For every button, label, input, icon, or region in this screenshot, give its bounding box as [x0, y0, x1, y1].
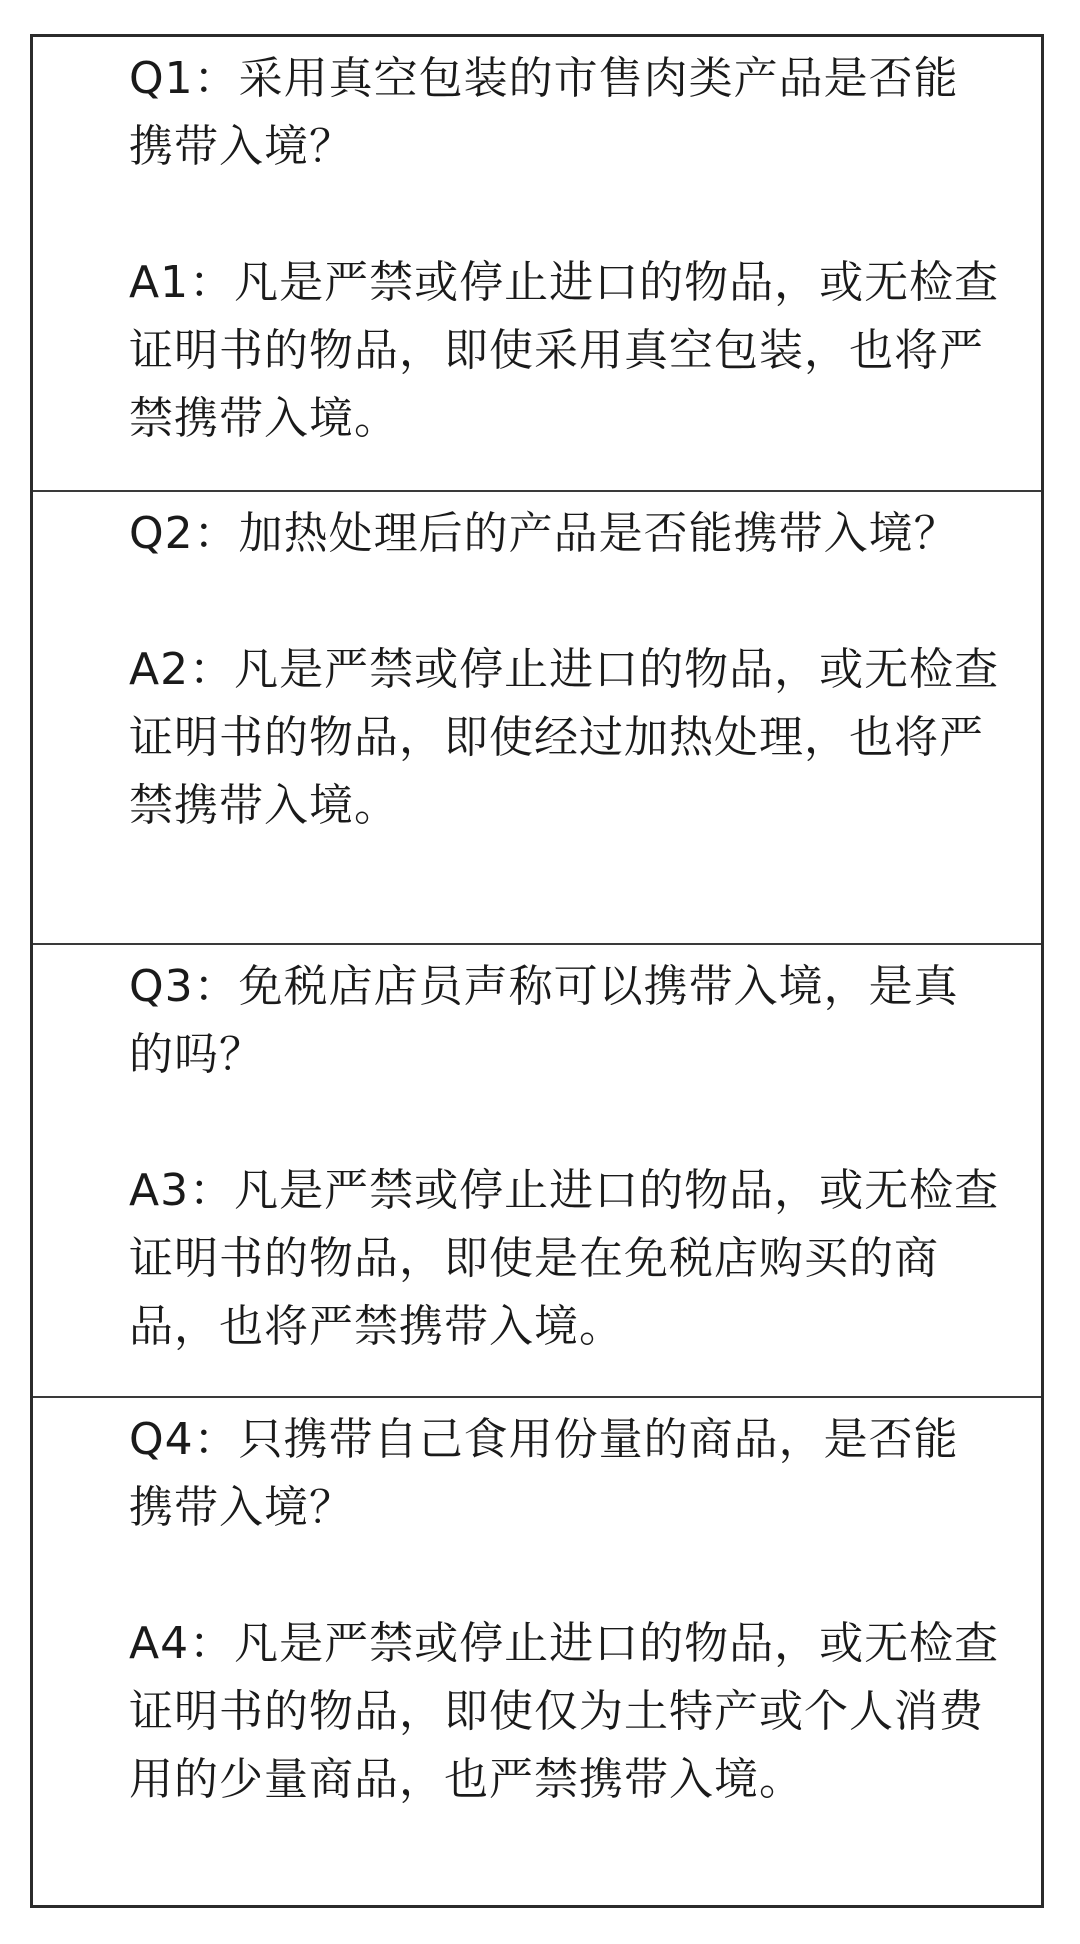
faq-item-1	[33, 37, 1041, 492]
faq-question-1: Q1：采用真空包装的市售肉类产品是否能携带入境？	[129, 53, 959, 172]
faq-question-3: Q3：免税店店员声称可以携带入境，是真的吗？	[129, 961, 959, 1080]
faq-item-4	[33, 1398, 1041, 1905]
faq-answer-3: A3：凡是严禁或停止进口的物品，或无检查证明书的物品，即使是在免税店购买的商品，也将严禁携带入境。	[129, 1165, 1000, 1352]
faq-item-2	[33, 492, 1041, 945]
faq-item-3	[33, 945, 1041, 1398]
faq-question-2: Q2：加热处理后的产品是否能携带入境？	[129, 508, 959, 559]
faq-question-4: Q4：只携带自己食用份量的商品，是否能携带入境？	[129, 1414, 959, 1533]
faq-answer-2: A2：凡是严禁或停止进口的物品，或无检查证明书的物品，即使经过加热处理，也将严禁携带入境。	[129, 644, 1000, 831]
faq-table	[30, 34, 1044, 1908]
faq-answer-4: A4：凡是严禁或停止进口的物品，或无检查证明书的物品，即使仅为土特产或个人消费用的少量商品，也严禁携带入境。	[129, 1618, 1000, 1805]
faq-answer-1: A1：凡是严禁或停止进口的物品，或无检查证明书的物品，即使采用真空包装，也将严禁携带入境。	[129, 257, 1000, 444]
